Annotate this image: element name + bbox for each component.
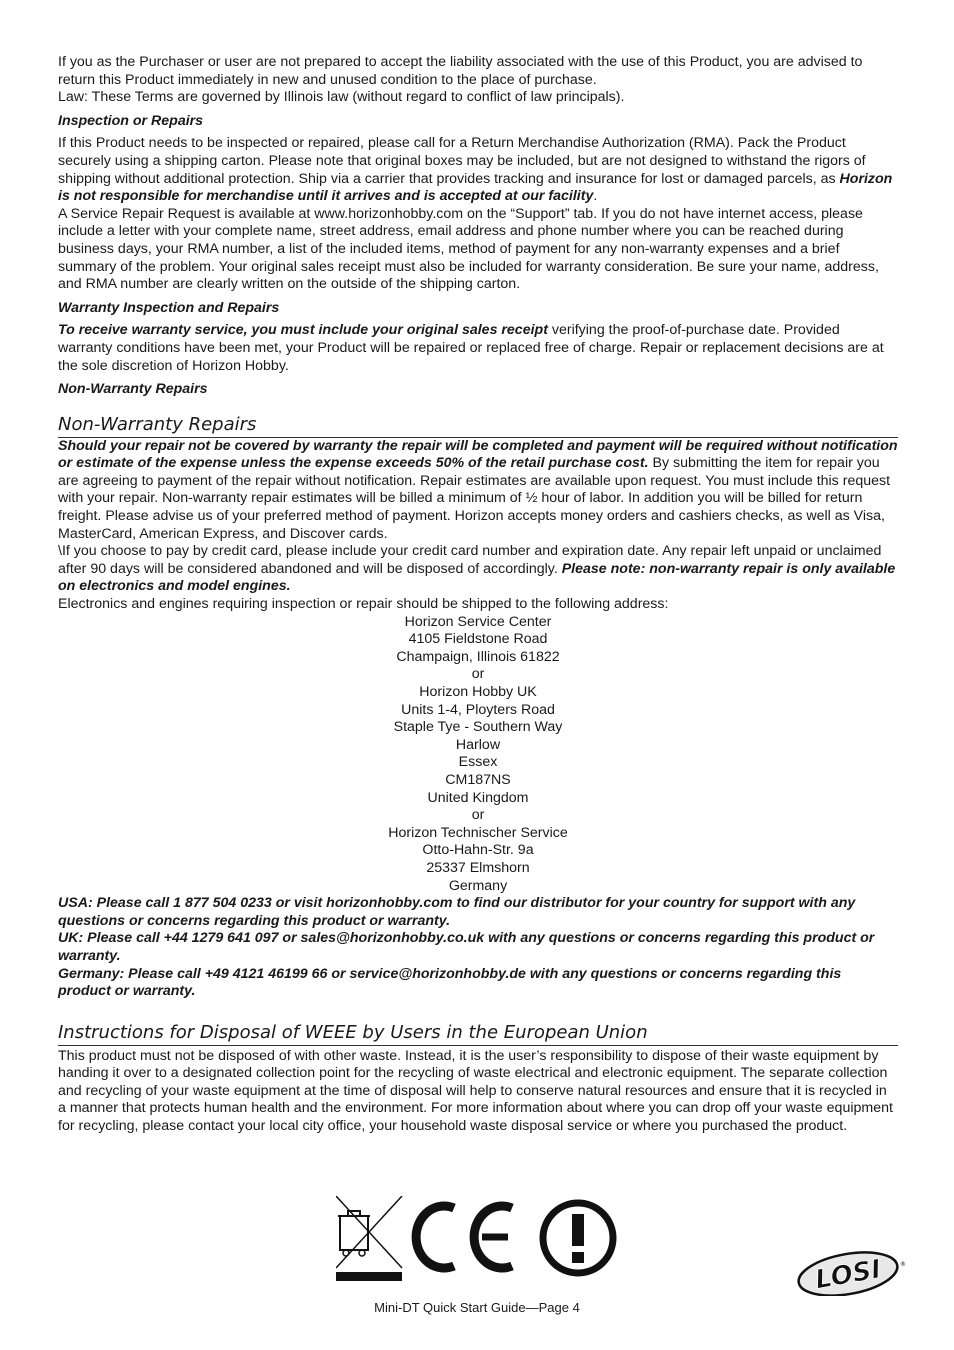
warning-exclamation-icon xyxy=(543,1203,613,1273)
address-line: 4105 Fieldstone Road xyxy=(408,631,548,648)
address-line: CM187NS xyxy=(445,771,511,788)
address-line: Germany xyxy=(448,877,508,894)
address-line: 25337 Elmshorn xyxy=(426,859,530,876)
address-line: Horizon Technischer Service xyxy=(388,824,568,841)
intro-paragraph: If you as the Purchaser or user are not prepared to accept the liability associated with the use of this Product, you are advised to return this Product immediately in new and unused condition to the place of purchase. xyxy=(58,54,863,88)
uk-contact: UK: Please call +44 1279 641 097 or sales@horizonhobby.co.uk with any questions or concerns regarding this product or warranty. xyxy=(58,930,875,964)
warranty-heading: Warranty Inspection and Repairs xyxy=(58,299,280,316)
service-request-paragraph: A Service Repair Request is available at www.horizonhobby.com on the “Support” tab. If you do not have internet access, please include a letter with your complete name, street address, email address and phone number where you can be reached during business days, your RMA number, a list of the included items, method of payment for any non-warranty expenses and a brief summary of the problem. Your original sales receipt must also be included for warranty consideration. Be sure your name, address, and RMA number are clearly written on the outside of the shipping carton. xyxy=(58,205,879,293)
address-line: Essex xyxy=(458,754,498,771)
warranty-paragraph: To receive warranty service, you must include your original sales receipt verifying the proof-of-purchase date. Provided warranty conditions have been met, your Product will be repaired or replaced free of charge. Repair or replacement decisions are at the sole discretion of Horizon Hobby. xyxy=(58,322,884,374)
address-line: or xyxy=(471,807,485,824)
address-line: Harlow xyxy=(455,736,501,753)
germany-contact: Germany: Please call +49 4121 46199 66 or service@horizonhobby.de with any questions or concerns regarding this product or warranty. xyxy=(58,965,842,1000)
address-line: Horizon Hobby UK xyxy=(419,684,537,700)
page-content xyxy=(58,54,898,1136)
ce-mark-icon xyxy=(416,1206,512,1268)
compliance-icons xyxy=(336,1196,626,1282)
credit-card-paragraph: \If you choose to pay by credit card, please include your credit card number and expiration date. Any repair left unpaid or unclaimed after 90 days will be considered abandoned and will be disposed of accordingly. Please note: non-warranty repair is only available on electronics and model engines. xyxy=(58,543,896,595)
usa-contact: USA: Please call 1 877 504 0233 or visit horizonhobby.com to find our distributor for your country for support with any questions or concerns regarding this product or warranty. xyxy=(58,895,856,929)
weee-section-title: Instructions for Disposal of WEEE by Users in the European Union xyxy=(58,1021,898,1046)
address-block xyxy=(58,614,898,896)
page-footer: Mini-DT Quick Start Guide—Page 4 xyxy=(374,1300,580,1315)
address-line: Champaign, Illinois 61822 xyxy=(396,648,560,665)
address-line: Horizon Service Center xyxy=(404,613,552,630)
nonwarranty-subheading: Non-Warranty Repairs xyxy=(58,381,208,398)
inspection-heading: Inspection or Repairs xyxy=(58,112,204,129)
address-line: Otto-Hahn-Str. 9a xyxy=(422,842,534,859)
shipping-paragraph: Electronics and engines requiring inspection or repair should be shipped to the following address: xyxy=(58,596,669,613)
logo-text: LOSI xyxy=(812,1254,884,1296)
inspection-paragraph: If this Product needs to be inspected or repaired, please call for a Return Merchandise Authorization (RMA). Pack the Product securely using a shipping carton. Please note that original boxes may be included, but are not designed to withstand the rigors of shipping without additional protection. Ship via a carrier that provides tracking and insurance for lost or damaged parcels, as Horizon is not responsible for merchandise until it arrives and is accepted at our facility. xyxy=(58,135,893,205)
weee-bin-icon xyxy=(336,1196,402,1281)
address-line: or xyxy=(471,666,485,683)
address-line: United Kingdom xyxy=(427,789,529,806)
nonwarranty-paragraph: Should your repair not be covered by warranty the repair will be completed and payment will be required without notification or estimate of the expense unless the expense exceeds 50% of the retail purchase cost. By submitting the item for repair you are agreeing to payment of the repair without notification. Repair estimates are available upon request. You must include this request with your repair. Non-warranty repair estimates will be billed a minimum of ½ hour of labor. In addition you will be billed for return freight. Please advise us of your preferred method of payment. Horizon accepts money orders and cashiers checks, as well as Visa, MasterCard, American Express, and Discover cards. xyxy=(58,437,898,542)
losi-logo xyxy=(796,1248,906,1296)
weee-paragraph: This product must not be disposed of with other waste. Instead, it is the user’s responsibility to dispose of their waste equipment by handing it over to a designated collection point for the recycling of waste electrical and electronic equipment. The separate collection and recycling of your waste equipment at the time of disposal will help to conserve natural resources and ensure that it is recycled in a manner that protects human health and the environment. For more information about where you can drop off your waste equipment for recycling, please contact your local city office, your household waste disposal service or where you purchased the product. xyxy=(58,1047,893,1135)
address-line: Staple Tye - Southern Way xyxy=(393,719,563,736)
address-line: Units 1-4, Ployters Road xyxy=(401,701,555,718)
svg-text:®: ® xyxy=(900,1261,906,1268)
nonwarranty-section-title: Non-Warranty Repairs xyxy=(58,413,898,438)
law-paragraph: Law: These Terms are governed by Illinois law (without regard to conflict of law principals). xyxy=(58,89,625,106)
